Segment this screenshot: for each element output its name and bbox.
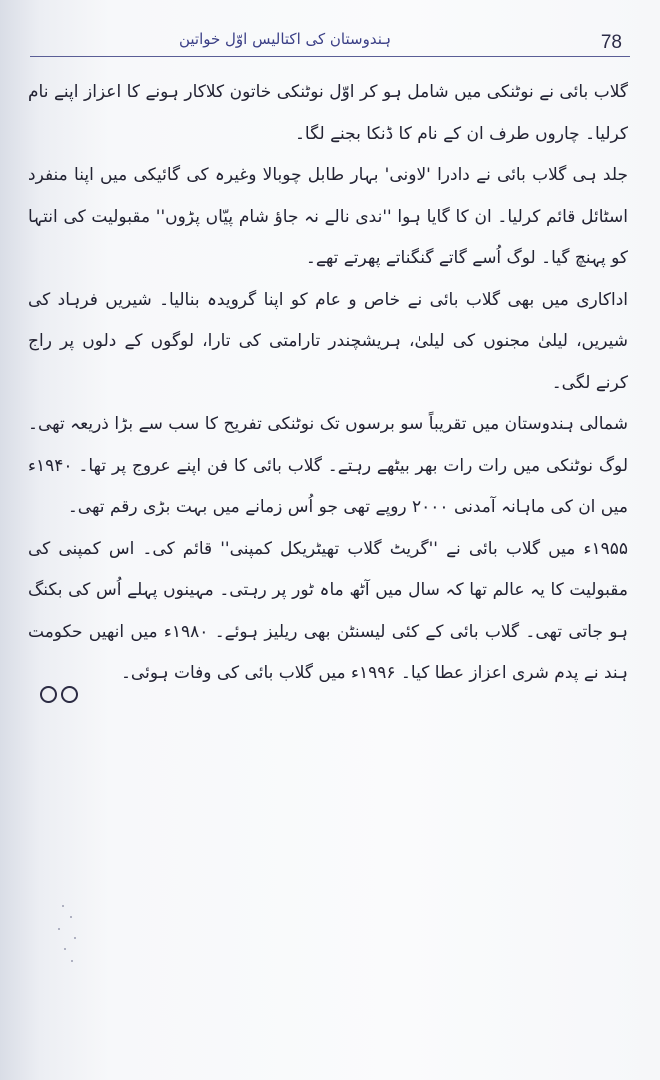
page-header	[30, 22, 630, 62]
paper-speckle	[58, 928, 60, 930]
paragraph-3: اداکاری میں بھی گلاب بائی نے خاص و عام کو اپنا گرویدہ بنالیا۔ شیریں فرہاد کی شیریں، لیلیٰ مجنوں کی لیلیٰ، ہریشچندر تارامتی کی تارا، لوگوں کے دلوں پر راج کرنے لگی۔	[28, 289, 628, 393]
running-title: ہندوستان کی اکتالیس اوّل خواتین	[178, 30, 392, 48]
ring-ornament-icon	[40, 686, 57, 703]
paper-speckle	[71, 960, 73, 962]
paper-speckle	[74, 937, 76, 939]
paragraph-5: ۱۹۵۵ء میں گلاب بائی نے ''گریٹ گلاب تھیٹریکل کمپنی'' قائم کی۔ اس کمپنی کی مقبولیت کا یہ عالم تھا کہ سال میں آٹھ ماہ ٹور پر رہتی۔ مہینوں پہلے اُس کی بکنگ ہو جاتی تھی۔ گلاب بائی کے کئی لیسنٹن بھی ریلیز ہوئے۔ ۱۹۸۰ء میں انھیں حکومت ہند نے پدم شری اعزاز عطا کیا۔ ۱۹۹۶ء میں گلاب بائی کی وفات ہوئی۔	[28, 538, 628, 683]
paper-speckle	[62, 905, 64, 907]
section-end-mark	[40, 686, 78, 703]
paragraph-2: جلد ہی گلاب بائی نے دادرا 'لاونی' بہار طابل چوبالا وغیرہ کی گائیکی میں اپنا منفرد اسٹائل قائم کرلیا۔ ان کا گایا ہوا ''ندی نالے نہ جاؤ شام پیّاں پڑوں'' مقبولیت کی انتہا کو پہنچ گیا۔ لوگ اُسے گاتے گنگناتے پھرتے تھے۔	[28, 165, 628, 268]
paragraph-4: شمالی ہندوستان میں تقریباً سو برسوں تک نوٹنکی تفریح کا سب سے بڑا ذریعہ تھی۔ لوگ نوٹنکی میں رات رات بھر بیٹھے رہتے۔ گلاب بائی کا فن اپنے عروج پر تھا۔ ۱۹۴۰ء میں ان کی ماہانہ آمدنی ۲۰۰۰ روپے تھی جو اُس زمانے میں بہت بڑی رقم تھی۔	[28, 414, 628, 517]
page-number: 78	[600, 32, 622, 53]
body-text	[28, 72, 628, 695]
ring-ornament-icon	[61, 686, 78, 703]
paper-speckle	[64, 948, 66, 950]
header-rule	[30, 56, 630, 57]
paragraph-1: گلاب بائی نے نوٹنکی میں شامل ہو کر اوّل نوٹنکی خاتون کلاکار ہونے کا اعزاز اپنے نام کرلیا۔ چاروں طرف ان کے نام کا ڈنکا بجنے لگا۔	[28, 82, 628, 144]
paper-speckle	[70, 916, 72, 918]
